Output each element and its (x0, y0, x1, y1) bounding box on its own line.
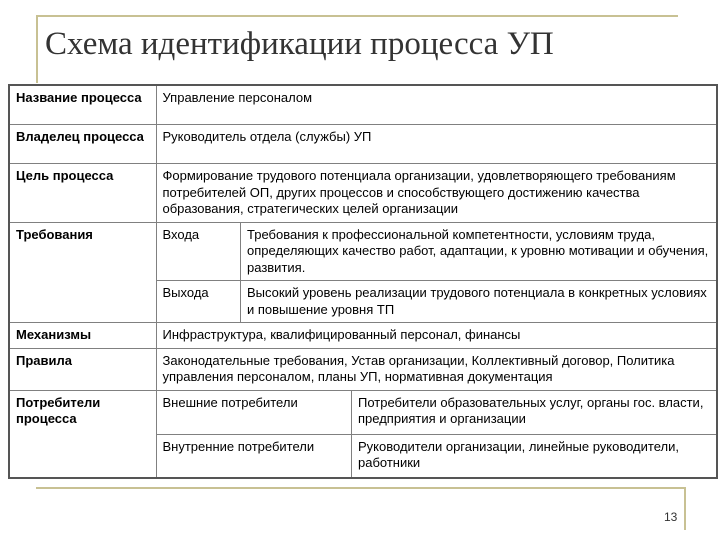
page-number: 13 (664, 510, 678, 524)
requirements-input-value: Требования к профессиональной компетентности, условиям труда, определяющих качество работ, адаптации, к уровню мотивации и обучения, развития. (241, 223, 717, 281)
table-row (9, 348, 717, 390)
frame-line-left (36, 15, 38, 83)
requirements-output-value: Высокий уровень реализации трудового потенциала в конкретных условиях и повышение уровня ТП (241, 281, 717, 323)
row-value-mechanisms: Инфраструктура, квалифицированный персонал, финансы (156, 323, 717, 349)
requirements-input-label: Входа (157, 223, 241, 281)
row-value-rules: Законодательные требования, Устав организации, Коллективный договор, Политика управления персоналом, планы УП, нормативная документация (156, 348, 717, 390)
row-label-goal: Цель процесса (9, 164, 156, 223)
row-label-rules: Правила (9, 348, 156, 390)
table-row (157, 281, 717, 323)
row-value-name: Управление персоналом (156, 85, 717, 125)
table-row (157, 391, 717, 435)
consumers-subtable (157, 391, 717, 477)
consumers-subtable-cell (156, 390, 717, 478)
table-row (9, 164, 717, 223)
table-row (157, 434, 717, 477)
consumers-internal-label: Внутренние потребители (157, 434, 352, 477)
row-label-mechanisms: Механизмы (9, 323, 156, 349)
requirements-subtable (157, 223, 717, 323)
slide-title: Схема идентификации процесса УП (45, 26, 554, 62)
table-row (9, 323, 717, 349)
process-table (8, 84, 718, 479)
row-label-owner: Владелец процесса (9, 125, 156, 164)
table-row (9, 85, 717, 125)
consumers-internal-value: Руководители организации, линейные руководители, работники (352, 434, 717, 477)
requirements-output-label: Выхода (157, 281, 241, 323)
row-label-requirements: Требования (9, 222, 156, 323)
row-value-owner: Руководитель отдела (службы) УП (156, 125, 717, 164)
row-label-consumers: Потребители процесса (9, 390, 156, 478)
consumers-external-label: Внешние потребители (157, 391, 352, 435)
row-value-goal: Формирование трудового потенциала организации, удовлетворяющего требованиям потребителей ОП, других процессов и способствующего достижению качества образования, стратегических целей организации (156, 164, 717, 223)
row-label-name: Название процесса (9, 85, 156, 125)
frame-line-top (36, 15, 678, 17)
requirements-subtable-cell (156, 222, 717, 323)
consumers-external-value: Потребители образовательных услуг, органы гос. власти, предприятия и организации (352, 391, 717, 435)
frame-line-bottom (36, 487, 684, 489)
table-row (9, 125, 717, 164)
table-row (9, 222, 717, 323)
table-row (9, 390, 717, 478)
frame-line-right (684, 487, 686, 530)
table-row (157, 223, 717, 281)
